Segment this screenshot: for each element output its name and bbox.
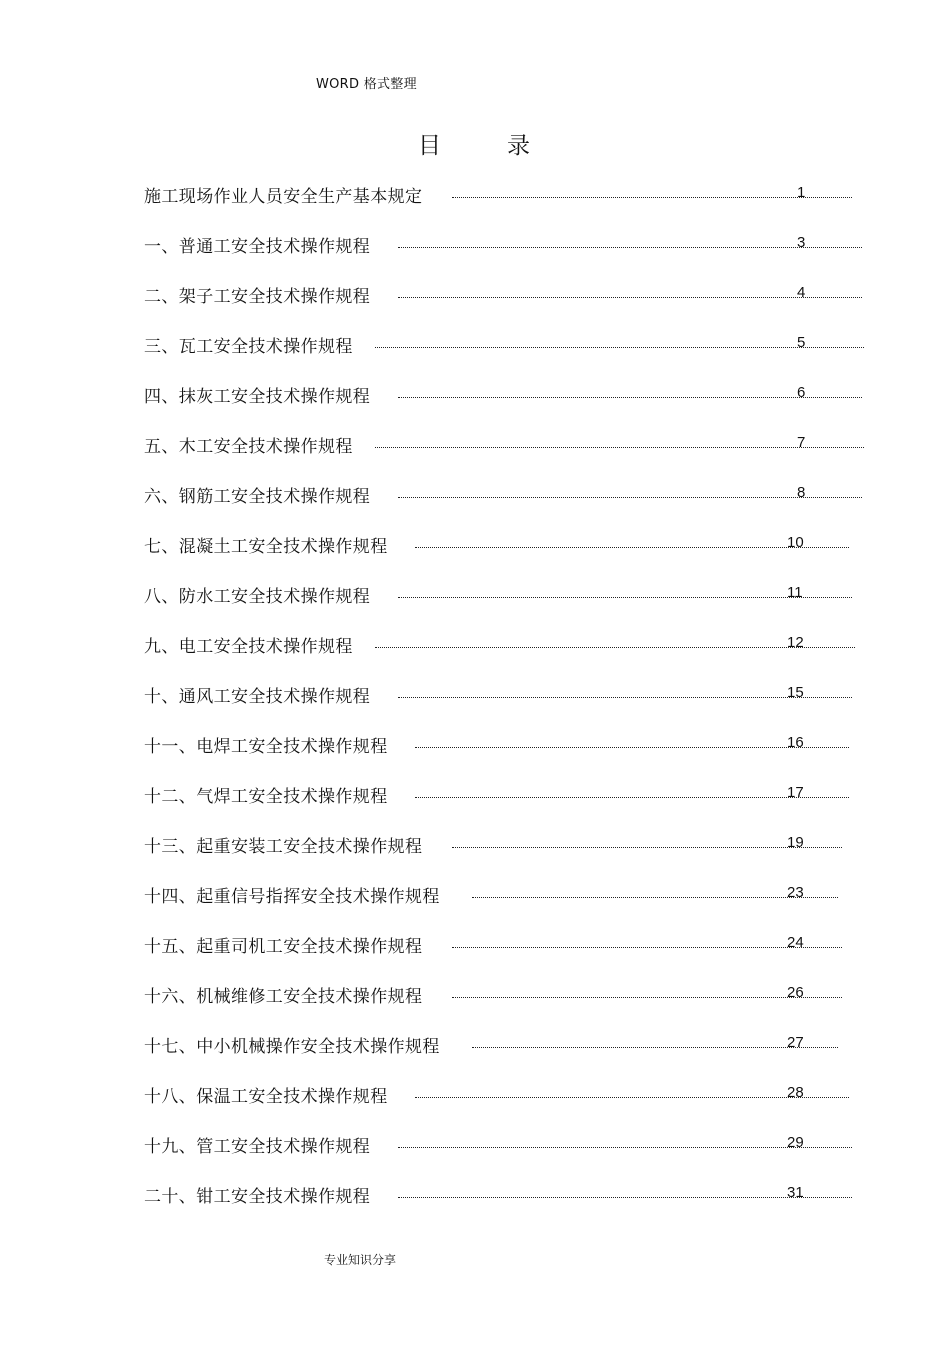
toc-leader-dots	[415, 797, 849, 798]
toc-entry-title: 十四、起重信号指挥安全技术操作规程	[144, 887, 440, 907]
toc-entry-title: 一、普通工安全技术操作规程	[144, 237, 371, 257]
toc-entry-title: 十七、中小机械操作安全技术操作规程	[144, 1037, 440, 1057]
toc-entry-page-number: 7	[797, 434, 806, 451]
toc-leader-dots	[452, 997, 842, 998]
toc-entry-title: 十八、保温工安全技术操作规程	[144, 1087, 388, 1107]
toc-entry-page-number: 17	[787, 784, 804, 801]
toc-entry[interactable]	[0, 182, 950, 206]
toc-entry-page-number: 27	[787, 1034, 804, 1051]
toc-leader-dots	[472, 1047, 838, 1048]
toc-entry-title: 七、混凝土工安全技术操作规程	[144, 537, 388, 557]
toc-entry[interactable]	[0, 682, 950, 706]
toc-leader-dots	[398, 697, 852, 698]
toc-entry-page-number: 8	[797, 484, 806, 501]
toc-entry[interactable]	[0, 582, 950, 606]
toc-leader-dots	[375, 347, 864, 348]
toc-leader-dots	[398, 297, 862, 298]
toc-entry-page-number: 19	[787, 834, 804, 851]
toc-entry-title: 十、通风工安全技术操作规程	[144, 687, 371, 707]
toc-entry-page-number: 28	[787, 1084, 804, 1101]
toc-entry-title: 十三、起重安装工安全技术操作规程	[144, 837, 423, 857]
toc-leader-dots	[398, 497, 862, 498]
toc-entry-page-number: 4	[797, 284, 806, 301]
toc-entry-title: 十二、气焊工安全技术操作规程	[144, 787, 388, 807]
toc-leader-dots	[415, 1097, 849, 1098]
toc-entry[interactable]	[0, 632, 950, 656]
toc-title-right-char: 录	[507, 133, 530, 159]
toc-entry[interactable]	[0, 332, 950, 356]
toc-entry-page-number: 11	[787, 584, 803, 601]
toc-entry-title: 十六、机械维修工安全技术操作规程	[144, 987, 423, 1007]
toc-entry-title: 二、架子工安全技术操作规程	[144, 287, 371, 307]
toc-entry[interactable]	[0, 832, 950, 856]
toc-entry[interactable]	[0, 1032, 950, 1056]
toc-entry-page-number: 24	[787, 934, 804, 951]
toc-entry[interactable]	[0, 982, 950, 1006]
toc-entry[interactable]	[0, 432, 950, 456]
toc-leader-dots	[375, 647, 855, 648]
toc-leader-dots	[452, 947, 842, 948]
toc-leader-dots	[415, 547, 849, 548]
toc-entry[interactable]	[0, 1132, 950, 1156]
toc-entry[interactable]	[0, 732, 950, 756]
toc-leader-dots	[398, 1147, 852, 1148]
toc-leader-dots	[398, 397, 862, 398]
toc-entry-title: 九、电工安全技术操作规程	[144, 637, 353, 657]
toc-entry[interactable]	[0, 882, 950, 906]
toc-entry-page-number: 12	[787, 634, 804, 651]
toc-entry-page-number: 5	[797, 334, 806, 351]
toc-entry-page-number: 10	[787, 534, 804, 551]
toc-entry[interactable]	[0, 232, 950, 256]
toc-entry-title: 施工现场作业人员安全生产基本规定	[144, 187, 423, 207]
toc-entry-page-number: 23	[787, 884, 804, 901]
toc-entry-page-number: 1	[797, 184, 806, 201]
toc-title-left-char: 目	[418, 133, 441, 159]
toc-entry-title: 十九、管工安全技术操作规程	[144, 1137, 371, 1157]
toc-entry[interactable]	[0, 782, 950, 806]
toc-entry-title: 十五、起重司机工安全技术操作规程	[144, 937, 423, 957]
page-footer: 专业知识分享	[324, 1253, 397, 1267]
toc-entry-page-number: 15	[787, 684, 804, 701]
toc-entry[interactable]	[0, 282, 950, 306]
toc-entry-title: 三、瓦工安全技术操作规程	[144, 337, 353, 357]
toc-entry-title: 二十、钳工安全技术操作规程	[144, 1187, 371, 1207]
toc-entry-title: 十一、电焊工安全技术操作规程	[144, 737, 388, 757]
toc-entry-title: 四、抹灰工安全技术操作规程	[144, 387, 371, 407]
toc-entry[interactable]	[0, 1182, 950, 1206]
toc-leader-dots	[375, 447, 864, 448]
toc-leader-dots	[415, 747, 849, 748]
toc-entry-page-number: 6	[797, 384, 806, 401]
toc-entry-page-number: 3	[797, 234, 806, 251]
toc-entry[interactable]	[0, 532, 950, 556]
toc-entry[interactable]	[0, 482, 950, 506]
toc-entry-page-number: 31	[787, 1184, 804, 1201]
toc-leader-dots	[398, 247, 862, 248]
page-header: WORD 格式整理	[316, 77, 417, 92]
toc-leader-dots	[398, 597, 852, 598]
toc-entry[interactable]	[0, 382, 950, 406]
toc-entry-page-number: 29	[787, 1134, 804, 1151]
toc-leader-dots	[398, 1197, 852, 1198]
toc-entry-title: 六、钢筋工安全技术操作规程	[144, 487, 371, 507]
toc-entry-page-number: 16	[787, 734, 804, 751]
toc-leader-dots	[472, 897, 838, 898]
toc-entry[interactable]	[0, 1082, 950, 1106]
toc-entry[interactable]	[0, 932, 950, 956]
toc-leader-dots	[452, 197, 852, 198]
toc-entry-title: 八、防水工安全技术操作规程	[144, 587, 371, 607]
toc-entry-title: 五、木工安全技术操作规程	[144, 437, 353, 457]
toc-entry-page-number: 26	[787, 984, 804, 1001]
toc-leader-dots	[452, 847, 842, 848]
